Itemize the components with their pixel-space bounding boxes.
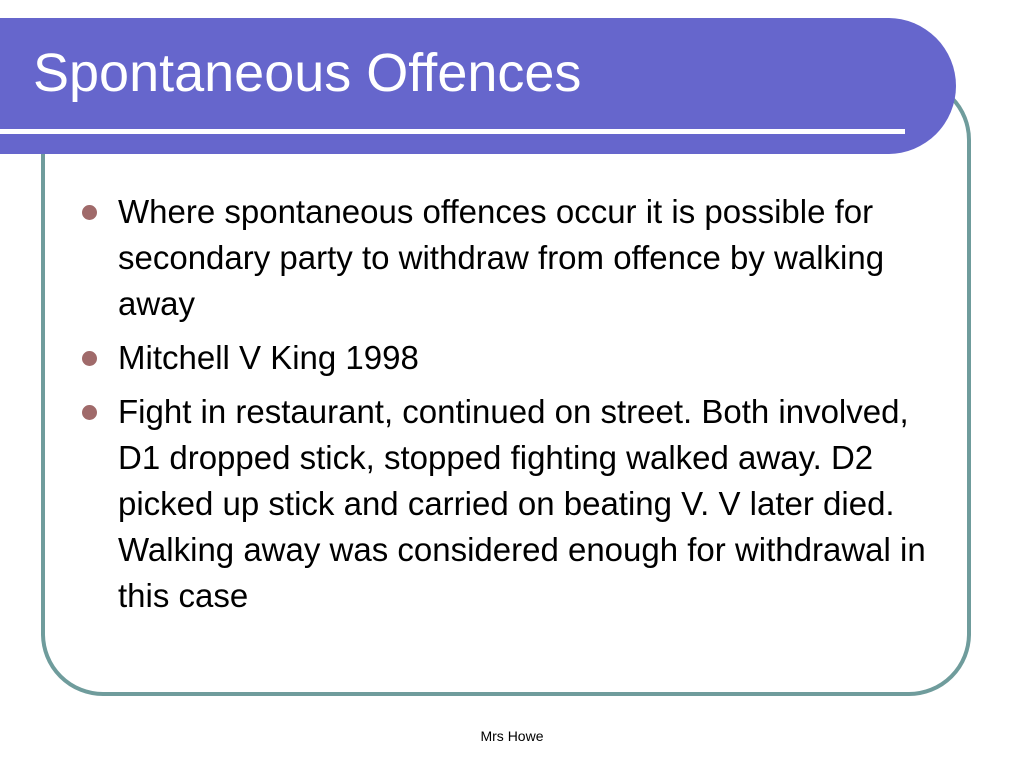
bullet-dot-icon: [82, 405, 97, 420]
bullet-item: [80, 335, 940, 381]
bullet-item: [80, 189, 940, 327]
bullet-list: [80, 189, 940, 627]
bullet-text: Where spontaneous offences occur it is possible for secondary party to withdraw from offence by walking away: [118, 193, 885, 322]
bullet-text: Fight in restaurant, continued on street. Both involved, D1 dropped stick, stopped fighting walked away. D2 picked up stick and carried on beating V. V later died. Walking away was considered enough for withdrawal in this case: [118, 393, 926, 614]
bullet-dot-icon: [82, 205, 97, 220]
bullet-item: [80, 389, 940, 619]
title-underline: [0, 129, 905, 134]
bullet-text: Mitchell V King 1998: [118, 339, 419, 376]
footer-author: Mrs Howe: [480, 728, 544, 744]
slide-title: Spontaneous Offences: [33, 43, 582, 103]
bullet-dot-icon: [82, 351, 97, 366]
